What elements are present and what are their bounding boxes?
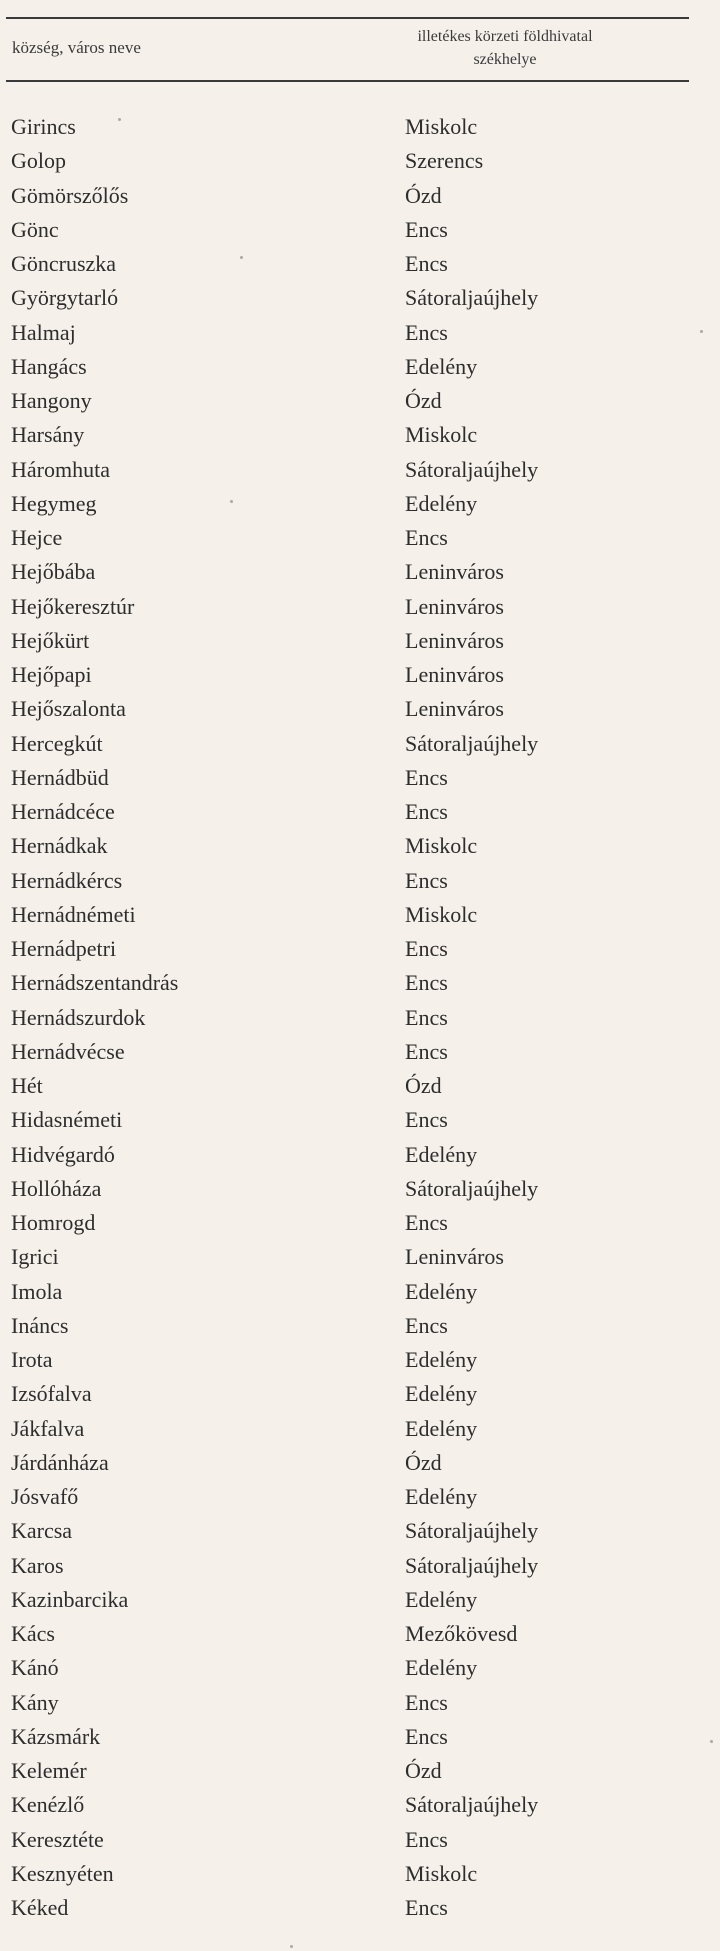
table-row [0,1141,720,1175]
settlement-list [0,113,720,1928]
land-office-seat: Miskolc [405,422,478,448]
table-row [0,490,720,524]
print-speck [710,1740,713,1743]
settlement-name: Hangony [11,388,92,413]
settlement-name: Hernádkak [11,833,108,859]
table-row [0,935,720,969]
table-row [0,901,720,935]
land-office-seat: Ózd [405,1073,442,1098]
settlement-name: Kelemér [11,1758,87,1783]
table-row [0,1175,720,1209]
table-row [0,1449,720,1483]
table-row [0,387,720,421]
table-row [0,730,720,764]
table-row [0,1894,720,1928]
settlement-name: Hollóháza [11,1175,102,1201]
table-row [0,284,720,318]
land-office-seat: Leninváros [405,593,504,619]
table-row [0,182,720,216]
table-row [0,1826,720,1860]
settlement-name: Hét [11,1073,43,1098]
header-bottom-rule [6,80,689,82]
land-office-seat: Encs [405,1038,448,1064]
settlement-name: Irota [11,1347,53,1372]
land-office-seat: Edelény [405,1141,478,1167]
settlement-name: Hidvégardó [11,1141,115,1167]
settlement-name: Hejőszalonta [11,696,126,722]
table-row [0,1278,720,1312]
land-office-seat: Encs [405,1210,448,1235]
table-row [0,1038,720,1072]
land-office-seat: Miskolc [405,833,478,859]
table-row [0,867,720,901]
land-office-seat: Encs [405,1004,448,1030]
table-row [0,1723,720,1757]
land-office-seat: Edelény [405,1586,478,1612]
print-speck [230,500,233,503]
table-row [0,1757,720,1791]
print-speck [240,256,243,259]
table-row [0,250,720,284]
settlement-name: Kesznyéten [11,1860,114,1886]
settlement-name: Hidasnémeti [11,1107,123,1133]
table-row [0,1106,720,1140]
settlement-name: Hejőkeresztúr [11,593,135,619]
table-row [0,147,720,181]
settlement-name: Hegymeg [11,490,97,516]
table-row [0,627,720,661]
land-office-seat: Sátoraljaújhely [405,1175,539,1201]
settlement-name: Karcsa [11,1518,73,1544]
land-office-seat: Encs [405,1312,448,1338]
land-office-seat: Sátoraljaújhely [405,1792,539,1818]
land-office-seat: Encs [405,970,448,996]
land-office-seat: Encs [405,525,448,550]
table-row [0,113,720,147]
land-office-seat: Edelény [405,353,478,379]
settlement-name: Hercegkút [11,730,103,756]
table-row [0,593,720,627]
table-row [0,524,720,558]
land-office-seat: Leninváros [405,1244,504,1270]
settlement-name: Hernádszentandrás [11,970,179,996]
land-office-seat: Edelény [405,1655,478,1681]
land-office-seat: Szerencs [405,148,484,174]
print-speck [118,118,121,121]
table-row [0,1243,720,1277]
settlement-name: Girincs [11,114,76,139]
settlement-name: Hernádcéce [11,799,115,824]
settlement-name: Imola [11,1278,63,1304]
settlement-name: Hernádbüd [11,764,109,790]
table-row [0,216,720,250]
settlement-name: Halmaj [11,319,76,345]
column-header-land-office [370,25,640,71]
table-row [0,1346,720,1380]
table-row [0,1312,720,1346]
land-office-seat: Miskolc [405,901,478,927]
land-office-seat: Encs [405,936,448,961]
settlement-name: Göncruszka [11,251,117,276]
settlement-name: Gömörszőlős [11,182,129,208]
table-row [0,1791,720,1825]
settlement-name: Hejőpapi [11,662,92,687]
table-row [0,1415,720,1449]
land-office-seat: Ózd [405,1758,442,1783]
settlement-name: Kány [11,1689,59,1715]
settlement-name: Jákfalva [11,1415,85,1441]
land-office-seat: Encs [405,251,448,276]
settlement-name: Hejőkürt [11,627,90,653]
land-office-seat: Leninváros [405,662,504,687]
settlement-name: Györgytarló [11,285,119,311]
land-office-seat: Sátoraljaújhely [405,1552,539,1578]
column-header-land-office-line2: székhelye [473,51,537,68]
print-speck [290,1945,293,1948]
table-row [0,456,720,490]
settlement-name: Hernádvécse [11,1038,125,1064]
land-office-seat: Leninváros [405,696,504,722]
table-row [0,661,720,695]
land-office-seat: Encs [405,216,448,242]
table-row [0,319,720,353]
land-office-seat: Edelény [405,490,478,516]
settlement-name: Hernádkércs [11,867,123,893]
settlement-name: Kenézlő [11,1792,85,1818]
land-office-seat: Encs [405,1895,448,1920]
land-office-seat: Ózd [405,388,442,413]
table-row [0,1517,720,1551]
table-row [0,1072,720,1106]
settlement-name: Jósvafő [11,1484,79,1509]
table-row [0,695,720,729]
settlement-name: Hernádnémeti [11,901,136,927]
table-row [0,764,720,798]
settlement-name: Hangács [11,353,87,379]
land-office-seat: Encs [405,319,448,345]
land-office-seat: Encs [405,799,448,824]
land-office-seat: Encs [405,1107,448,1133]
settlement-name: Kazinbarcika [11,1586,129,1612]
settlement-name: Izsófalva [11,1381,92,1407]
settlement-name: Ináncs [11,1312,69,1338]
table-row [0,1483,720,1517]
table-row [0,1654,720,1688]
table-row [0,353,720,387]
land-office-seat: Ózd [405,1449,442,1475]
table-row [0,421,720,455]
table-row [0,558,720,592]
land-office-seat: Sátoraljaújhely [405,730,539,756]
table-row [0,969,720,1003]
column-header-land-office-line1: illetékes körzeti földhivatal [417,28,593,45]
land-office-seat: Encs [405,764,448,790]
land-office-seat: Encs [405,867,448,893]
land-office-seat: Ózd [405,182,442,208]
table-row [0,1586,720,1620]
land-office-seat: Leninváros [405,559,504,585]
table-row [0,1004,720,1038]
print-speck [700,330,703,333]
table-row [0,1209,720,1243]
settlement-name: Kánó [11,1655,59,1681]
settlement-name: Harsány [11,422,85,448]
column-header-settlement: község, város neve [12,38,141,57]
settlement-name: Karos [11,1552,64,1578]
settlement-name: Hejce [11,525,63,550]
land-office-seat: Mezőkövesd [405,1621,518,1646]
table-row [0,832,720,866]
land-office-seat: Miskolc [405,114,478,139]
table-row [0,798,720,832]
table-row [0,1689,720,1723]
table-row [0,1620,720,1654]
land-office-seat: Leninváros [405,627,504,653]
land-office-seat: Edelény [405,1381,478,1407]
header-top-rule [6,17,689,19]
settlement-name: Igrici [11,1244,59,1270]
land-office-seat: Sátoraljaújhely [405,1518,539,1544]
table-row [0,1552,720,1586]
settlement-name: Golop [11,148,66,174]
land-office-seat: Edelény [405,1484,478,1509]
settlement-name: Hernádszurdok [11,1004,146,1030]
land-office-seat: Sátoraljaújhely [405,285,539,311]
land-office-seat: Encs [405,1826,448,1852]
land-office-seat: Encs [405,1723,448,1749]
settlement-name: Járdánháza [11,1449,109,1475]
land-office-seat: Edelény [405,1415,478,1441]
settlement-name: Homrogd [11,1210,96,1235]
settlement-name: Háromhuta [11,456,110,482]
settlement-name: Kéked [11,1895,69,1920]
settlement-name: Hejőbába [11,559,96,585]
land-office-seat: Sátoraljaújhely [405,456,539,482]
settlement-name: Hernádpetri [11,936,117,961]
table-row [0,1380,720,1414]
land-office-seat: Encs [405,1689,448,1715]
land-office-seat: Edelény [405,1278,478,1304]
settlement-name: Keresztéte [11,1826,104,1852]
settlement-name: Gönc [11,216,59,242]
land-office-seat: Miskolc [405,1860,478,1886]
settlement-name: Kázsmárk [11,1723,101,1749]
table-row [0,1860,720,1894]
land-office-seat: Edelény [405,1347,478,1372]
settlement-name: Kács [11,1621,55,1646]
